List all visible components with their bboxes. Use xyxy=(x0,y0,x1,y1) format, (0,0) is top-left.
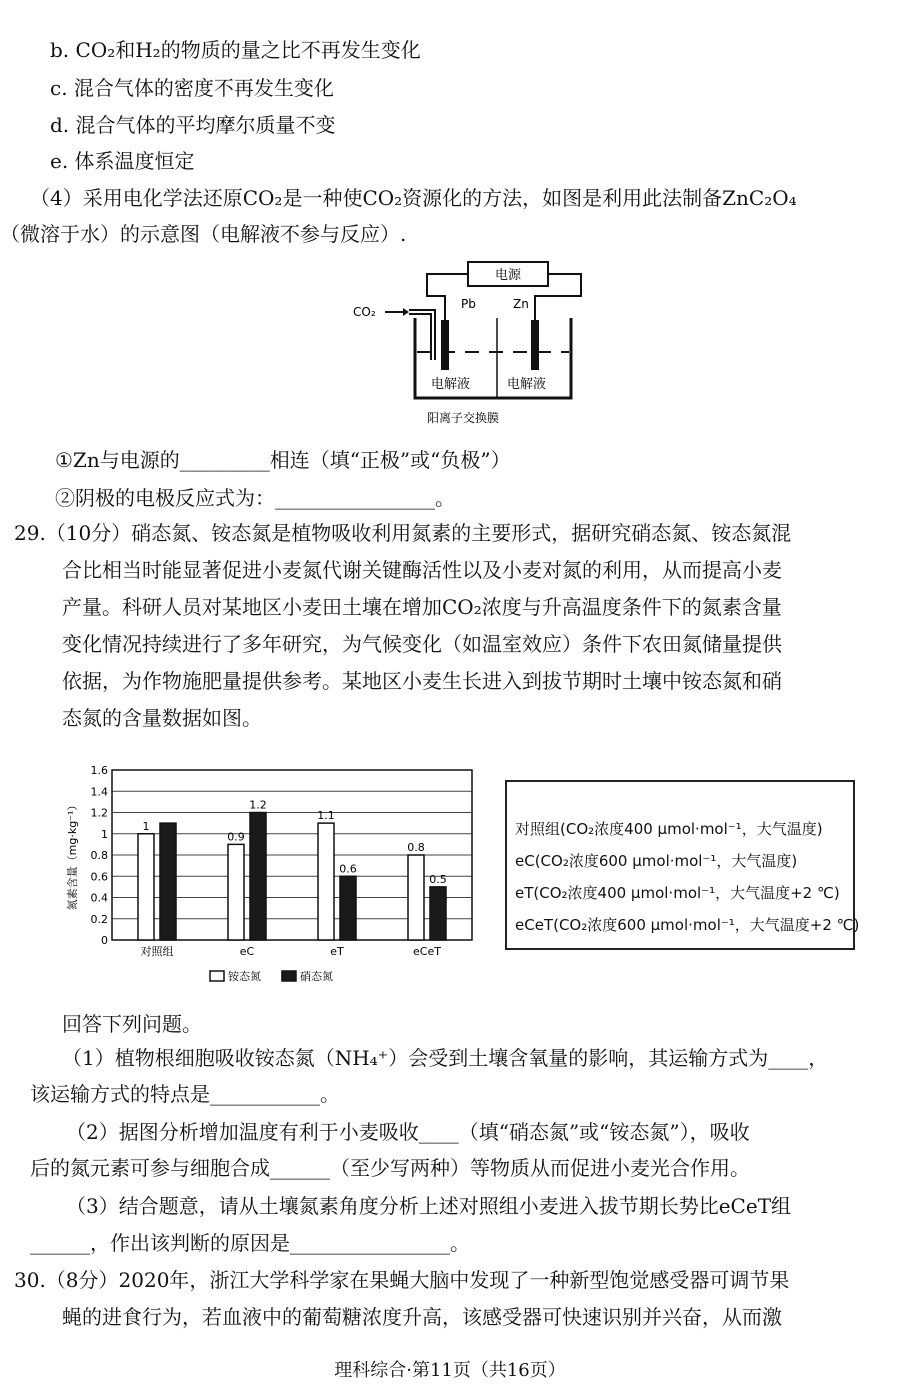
y-tick-label: 0.2 xyxy=(90,912,108,926)
y-tick-label: 1.6 xyxy=(90,764,108,777)
y-axis-label: 氮素含量（mg·kg⁻¹） xyxy=(66,799,79,911)
x-tick-label: eT xyxy=(330,945,344,958)
bar-ammonium xyxy=(228,844,244,940)
bar-nitrate xyxy=(160,823,176,940)
y-tick-label: 0.4 xyxy=(90,891,108,905)
q28-part4-q2: ②阴极的电极反应式为：________________。 xyxy=(55,486,455,510)
zn-label: Zn xyxy=(513,297,529,311)
option-d: d. 混合气体的平均摩尔质量不变 xyxy=(50,113,336,137)
q29-prompt: 回答下列问题。 xyxy=(62,1012,202,1036)
bar-ammonium xyxy=(318,823,334,940)
option-e: e. 体系温度恒定 xyxy=(50,149,195,173)
electrolyte-right-label: 电解液 xyxy=(507,377,547,392)
legend-box-item: eT(CO₂浓度400 μmol·mol⁻¹，大气温度+2 ℃) xyxy=(515,884,840,902)
electrolysis-diagram xyxy=(345,260,585,435)
q30-line1: 30.（8分）2020年，浙江大学科学家在果蝇大脑中发现了一种新型饱觉感受器可调节果 xyxy=(14,1268,790,1292)
q29-p1-line1: （1）植物根细胞吸收铵态氮（NH₄⁺）会受到土壤含氧量的影响，其运输方式为____， xyxy=(62,1046,829,1070)
y-tick-label: 0.8 xyxy=(90,849,108,862)
q28-part4-q1: ①Zn与电源的_________相连（填“正极”或“负极”） xyxy=(55,448,511,472)
y-tick-label: 1.4 xyxy=(90,785,108,799)
x-tick-label: eCeT xyxy=(413,945,441,958)
q29-line4: 变化情况持续进行了多年研究，为气候变化（如温室效应）条件下农田氮储量提供 xyxy=(62,632,782,656)
q29-line6: 态氮的含量数据如图。 xyxy=(62,706,262,730)
membrane-label: 阳离子交换膜 xyxy=(426,411,500,425)
legend-label: 硝态氮 xyxy=(300,970,333,983)
legend-label: 铵态氮 xyxy=(228,970,261,983)
q29-p1-line2: 该运输方式的特点是___________。 xyxy=(30,1082,340,1106)
legend-box xyxy=(505,780,860,950)
q29-line5: 依据，为作物施肥量提供参考。某地区小麦生长进入到拔节期时土壤中铵态氮和硝 xyxy=(62,669,782,693)
legend-box-item: eCeT(CO₂浓度600 μmol·mol⁻¹，大气温度+2 ℃) xyxy=(515,916,860,934)
bar-ammonium xyxy=(138,834,154,940)
q29-line3: 产量。科研人员对某地区小麦田土壤在增加CO₂浓度与升高温度条件下的氮素含量 xyxy=(62,595,782,619)
data-label: 1.1 xyxy=(317,809,335,823)
y-tick-label: 0 xyxy=(101,934,108,947)
bar-nitrate xyxy=(430,887,446,940)
data-label: 1 xyxy=(142,819,150,833)
data-label: 0.9 xyxy=(227,830,245,844)
legend-box-item: eC(CO₂浓度600 μmol·mol⁻¹，大气温度) xyxy=(515,852,798,870)
pb-label: Pb xyxy=(461,297,476,311)
co2-label: CO₂ xyxy=(353,305,376,319)
legend-swatch xyxy=(282,971,296,981)
x-tick-label: eC xyxy=(239,945,255,958)
legend-box-item: 对照组(CO₂浓度400 μmol·mol⁻¹，大气温度) xyxy=(515,820,823,838)
q30-line2: 蝇的进食行为，若血液中的葡萄糖浓度升高，该感受器可快速识别并兴奋，从而激 xyxy=(62,1305,782,1329)
y-tick-label: 0.6 xyxy=(90,870,108,884)
q28-part4-line1: （4）采用电化学法还原CO₂是一种使CO₂资源化的方法，如图是利用此法制备ZnC₂O₄ xyxy=(30,186,797,210)
bar-nitrate xyxy=(250,813,266,941)
q29-p3-line2: ______，作出该判断的原因是________________。 xyxy=(30,1231,470,1255)
data-label: 0.5 xyxy=(429,872,447,886)
data-label: 0.8 xyxy=(407,841,425,854)
x-tick-label: 对照组 xyxy=(140,945,174,958)
q29-p2-line1: （2）据图分析增加温度有利于小麦吸收____（填“硝态氮”或“铵态氮”），吸收 xyxy=(66,1120,750,1144)
legend-swatch xyxy=(210,971,224,981)
electrolyte-left-label: 电解液 xyxy=(431,377,471,392)
nitrogen-bar-chart xyxy=(60,758,490,993)
q29-line2: 合比相当时能显著促进小麦氮代谢关键酶活性以及小麦对氮的利用，从而提高小麦 xyxy=(62,558,782,582)
y-tick-label: 1.2 xyxy=(90,806,108,820)
q28-part4-line2: （微溶于水）的示意图（电解液不参与反应）. xyxy=(0,222,407,246)
option-c: c. 混合气体的密度不再发生变化 xyxy=(50,76,334,100)
data-label: 1.2 xyxy=(249,798,267,812)
data-label: 0.6 xyxy=(339,862,357,876)
bar-ammonium xyxy=(408,855,424,940)
option-b: b. CO₂和H₂的物质的量之比不再发生变化 xyxy=(50,38,421,62)
page-footer: 理科综合·第11页（共16页） xyxy=(334,1360,566,1381)
y-tick-label: 1 xyxy=(101,827,108,841)
q29-line1: 29.（10分）硝态氮、铵态氮是植物吸收利用氮素的主要形式，据研究硝态氮、铵态氮混 xyxy=(14,521,792,545)
q29-p3-line1: （3）结合题意，请从土壤氮素角度分析上述对照组小麦进入拔节期长势比eCeT组 xyxy=(66,1194,792,1218)
power-label: 电源 xyxy=(494,268,522,283)
q29-p2-line2: 后的氮元素可参与细胞合成______（至少写两种）等物质从而促进小麦光合作用。 xyxy=(30,1156,750,1180)
bar-nitrate xyxy=(340,876,356,940)
